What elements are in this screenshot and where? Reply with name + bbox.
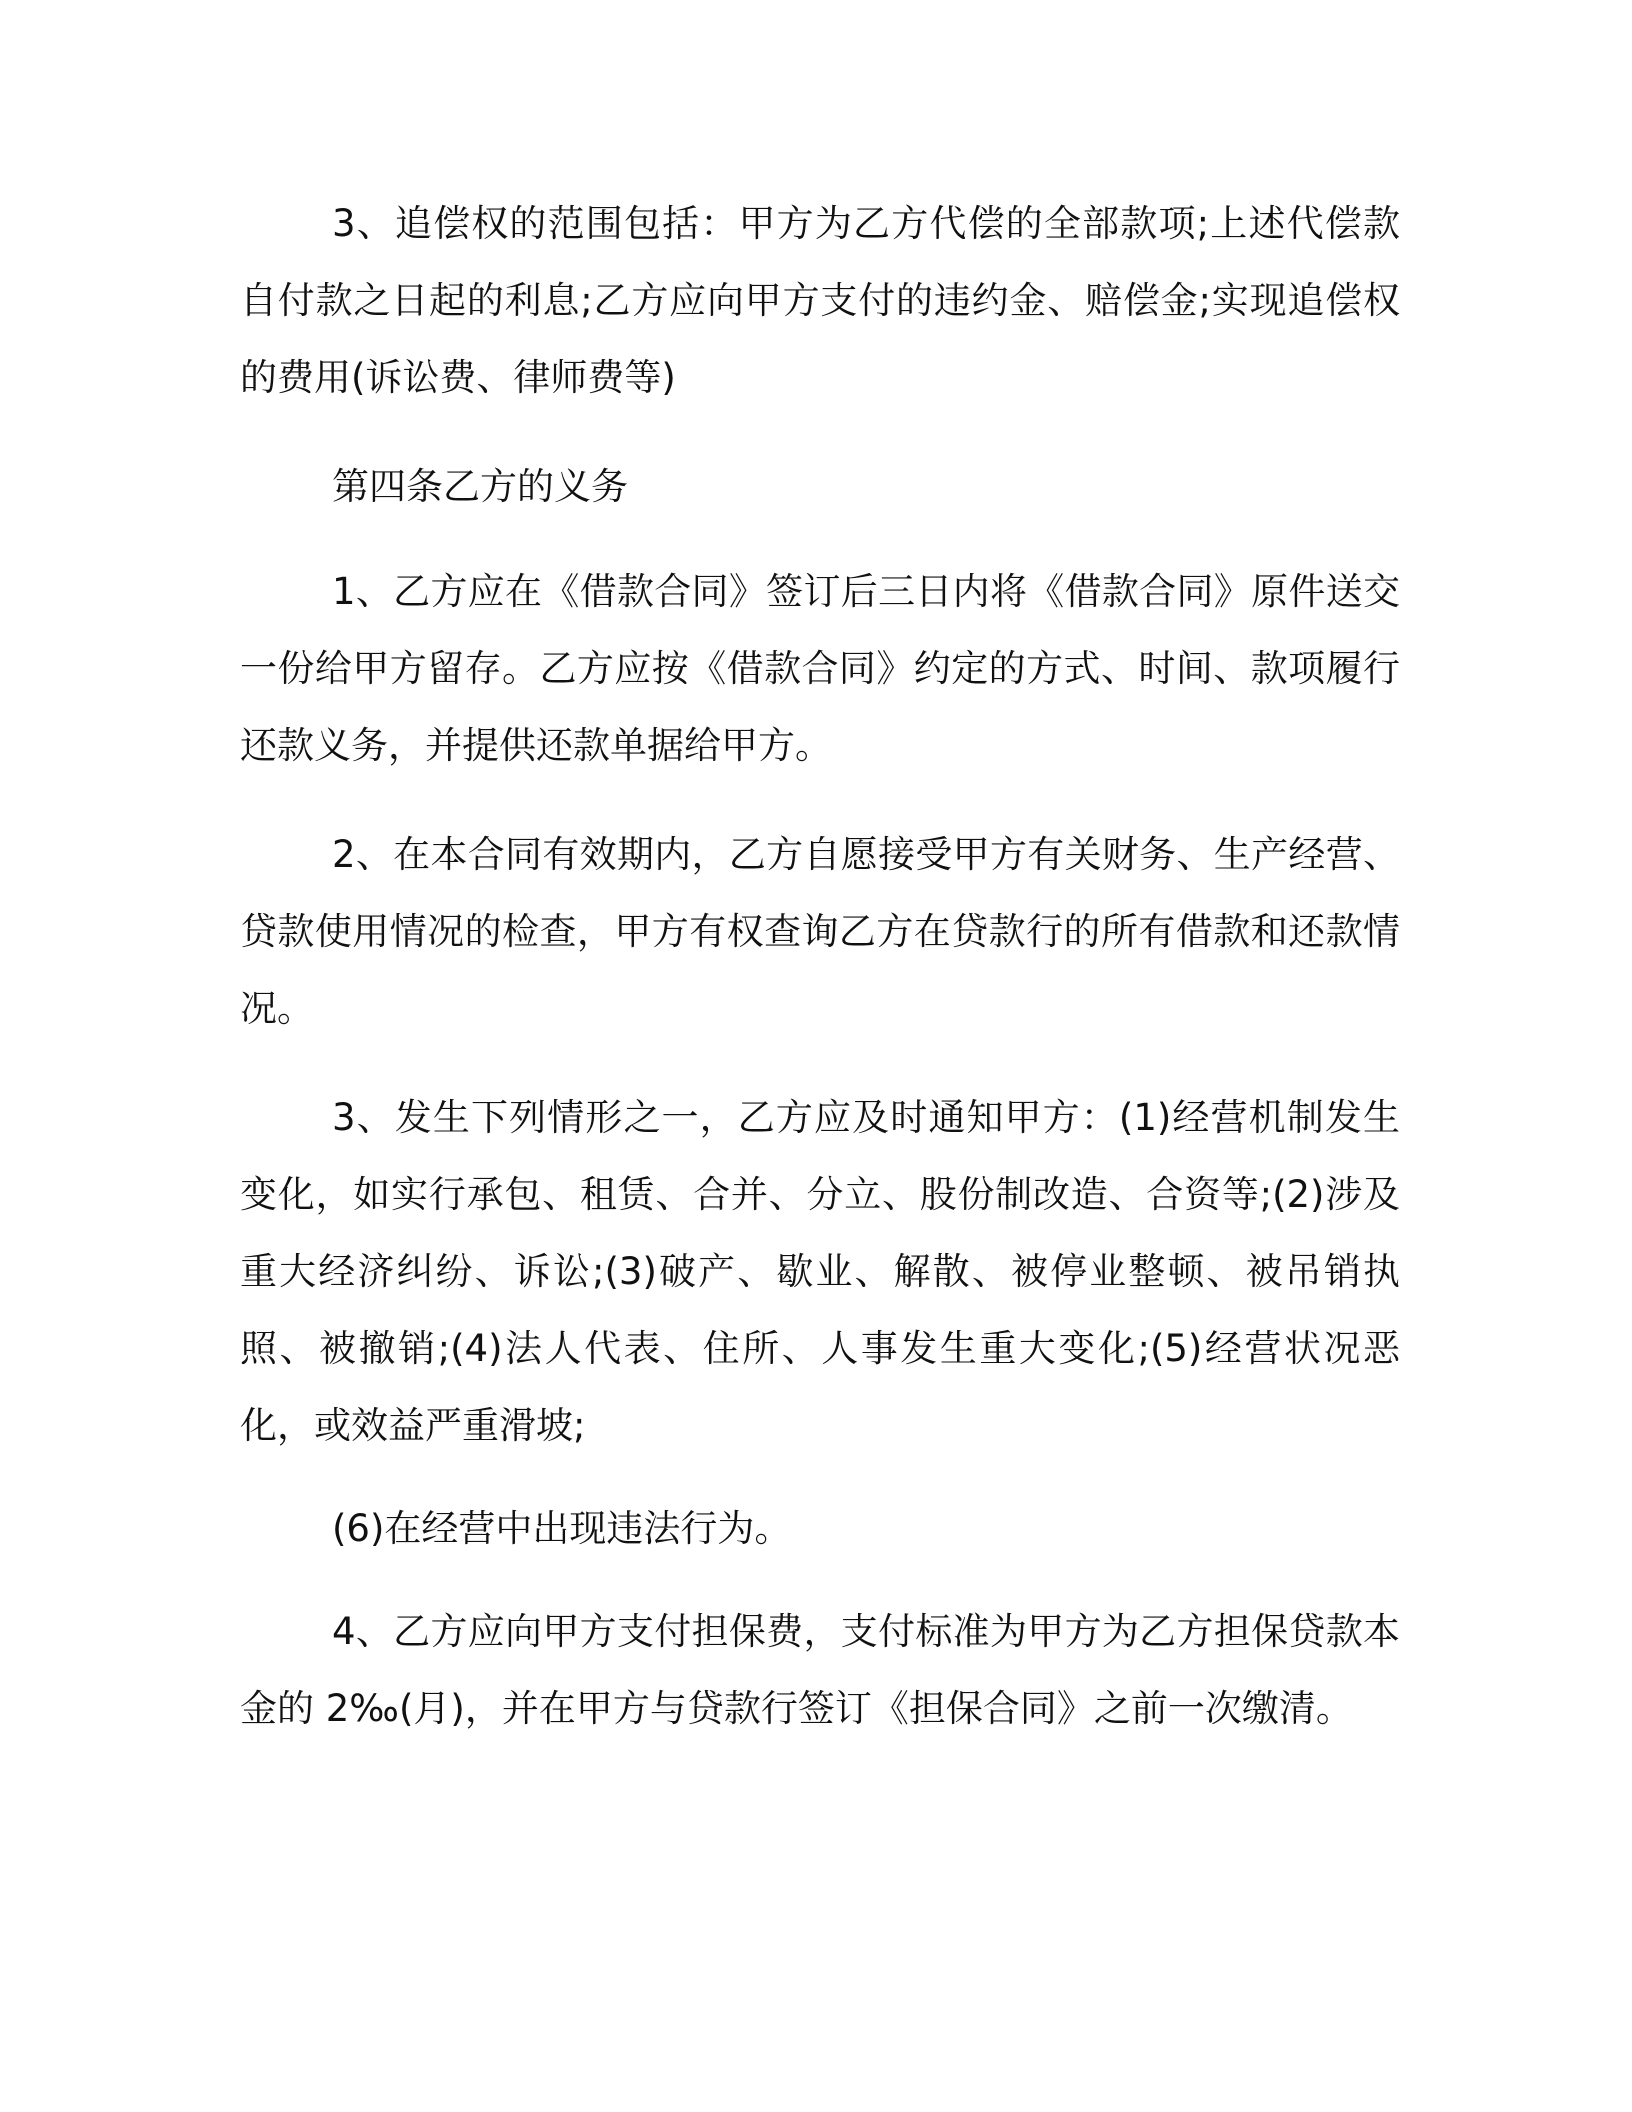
paragraph-obligation-2: 2、在本合同有效期内，乙方自愿接受甲方有关财务、生产经营、贷款使用情况的检查，甲方有权查询乙方在贷款行的所有借款和还款情况。: [240, 833, 1400, 1030]
paragraph-obligation-3: 3、发生下列情形之一，乙方应及时通知甲方：(1)经营机制发生变化，如实行承包、租赁、合并、分立、股份制改造、合资等;(2)涉及重大经济纠纷、诉讼;(3)破产、歇业、解散、被停业整顿、被吊销执照、被撤销;(4)法人代表、住所、人事发生重大变化;(5)经营状况恶化，或效益严重滑坡;: [240, 1096, 1400, 1447]
paragraph-obligation-3-item-6: (6)在经营中出现违法行为。: [332, 1507, 792, 1550]
paragraph-recourse-scope: 3、追偿权的范围包括：甲方为乙方代偿的全部款项;上述代偿款自付款之日起的利息;乙方应向甲方支付的违约金、赔偿金;实现追偿权的费用(诉讼费、律师费等): [240, 202, 1400, 399]
document-body: [240, 185, 1400, 1779]
paragraph-obligation-4: 4、乙方应向甲方支付担保费，支付标准为甲方为乙方担保贷款本金的 2‰(月)，并在甲方与贷款行签订《担保合同》之前一次缴清。: [240, 1610, 1400, 1730]
paragraph-obligation-1: 1、乙方应在《借款合同》签订后三日内将《借款合同》原件送交一份给甲方留存。乙方应按《借款合同》约定的方式、时间、款项履行还款义务，并提供还款单据给甲方。: [240, 570, 1400, 767]
article-heading-4: 第四条乙方的义务: [332, 465, 628, 508]
